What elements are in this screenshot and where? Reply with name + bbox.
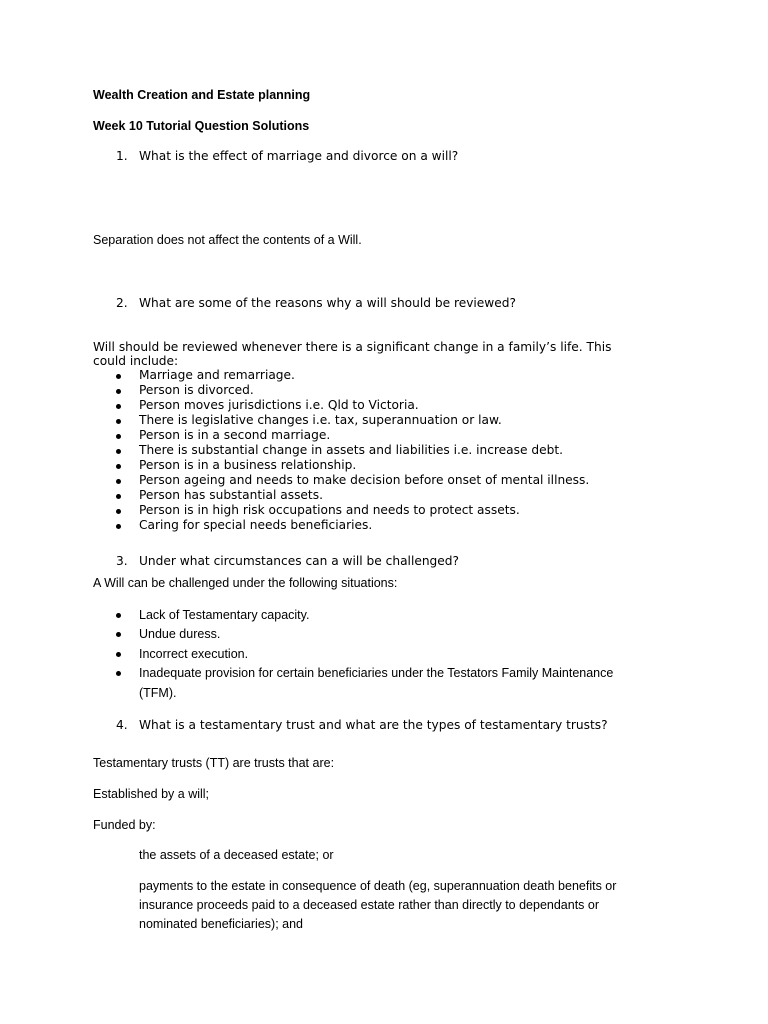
q1-answer: Separation does not affect the contents of a Will. xyxy=(93,233,362,247)
bullet-icon xyxy=(116,434,121,439)
paragraph-line: nominated beneficiaries); and xyxy=(139,917,303,931)
q2-intro-line-1: Will should be reviewed whenever there is a significant change in a family’s life. This xyxy=(93,340,612,354)
list-item: Person is in a second marriage. xyxy=(139,428,331,442)
question-text: What is the effect of marriage and divorce on a will? xyxy=(139,149,459,163)
document-subtitle: Week 10 Tutorial Question Solutions xyxy=(93,119,310,133)
list-item: Person is in a business relationship. xyxy=(139,458,357,472)
question-text: Under what circumstances can a will be challenged? xyxy=(139,554,459,568)
bullet-icon xyxy=(116,632,121,637)
list-item: Undue duress. xyxy=(139,627,221,641)
question-number: 2. xyxy=(116,296,128,310)
list-item: Person ageing and needs to make decision before onset of mental illness. xyxy=(139,473,590,487)
bullet-icon xyxy=(116,404,121,409)
bullet-icon xyxy=(116,374,121,379)
list-item: There is legislative changes i.e. tax, superannuation or law. xyxy=(139,413,502,427)
q3-intro: A Will can be challenged under the following situations: xyxy=(93,576,398,590)
list-item: Incorrect execution. xyxy=(139,647,249,661)
bullet-icon xyxy=(116,524,121,529)
list-item-continuation: (TFM). xyxy=(139,686,177,700)
q4-established: Established by a will; xyxy=(93,787,210,801)
bullet-icon xyxy=(116,494,121,499)
bullet-icon xyxy=(116,389,121,394)
bullet-icon xyxy=(116,509,121,514)
q4-funded: Funded by: xyxy=(93,818,156,832)
bullet-icon xyxy=(116,652,121,657)
question-number: 4. xyxy=(116,718,128,732)
bullet-icon xyxy=(116,613,121,618)
list-item: Inadequate provision for certain beneficiaries under the Testators Family Maintenance xyxy=(139,666,614,680)
list-item: Person is divorced. xyxy=(139,383,254,397)
bullet-icon xyxy=(116,464,121,469)
q4-funded-item-1: the assets of a deceased estate; or xyxy=(139,848,334,862)
bullet-icon xyxy=(116,479,121,484)
paragraph-line: insurance proceeds paid to a deceased estate rather than directly to dependants or xyxy=(139,898,600,912)
bullet-icon xyxy=(116,671,121,676)
list-item: Caring for special needs beneficiaries. xyxy=(139,518,373,532)
list-item: There is substantial change in assets and liabilities i.e. increase debt. xyxy=(139,443,563,457)
list-item: Marriage and remarriage. xyxy=(139,368,295,382)
question-number: 1. xyxy=(116,149,128,163)
list-item: Person is in high risk occupations and needs to protect assets. xyxy=(139,503,520,517)
bullet-icon xyxy=(116,449,121,454)
paragraph-line: payments to the estate in consequence of death (eg, superannuation death benefits or xyxy=(139,879,617,893)
list-item: Person moves jurisdictions i.e. Qld to Victoria. xyxy=(139,398,419,412)
question-text: What are some of the reasons why a will should be reviewed? xyxy=(139,296,516,310)
q4-intro: Testamentary trusts (TT) are trusts that are: xyxy=(93,756,335,770)
q2-intro-line-2: could include: xyxy=(93,354,179,368)
bullet-icon xyxy=(116,419,121,424)
question-number: 3. xyxy=(116,554,128,568)
question-text: What is a testamentary trust and what are the types of testamentary trusts? xyxy=(139,718,608,732)
list-item: Person has substantial assets. xyxy=(139,488,323,502)
list-item: Lack of Testamentary capacity. xyxy=(139,608,310,622)
document-title: Wealth Creation and Estate planning xyxy=(93,88,311,102)
